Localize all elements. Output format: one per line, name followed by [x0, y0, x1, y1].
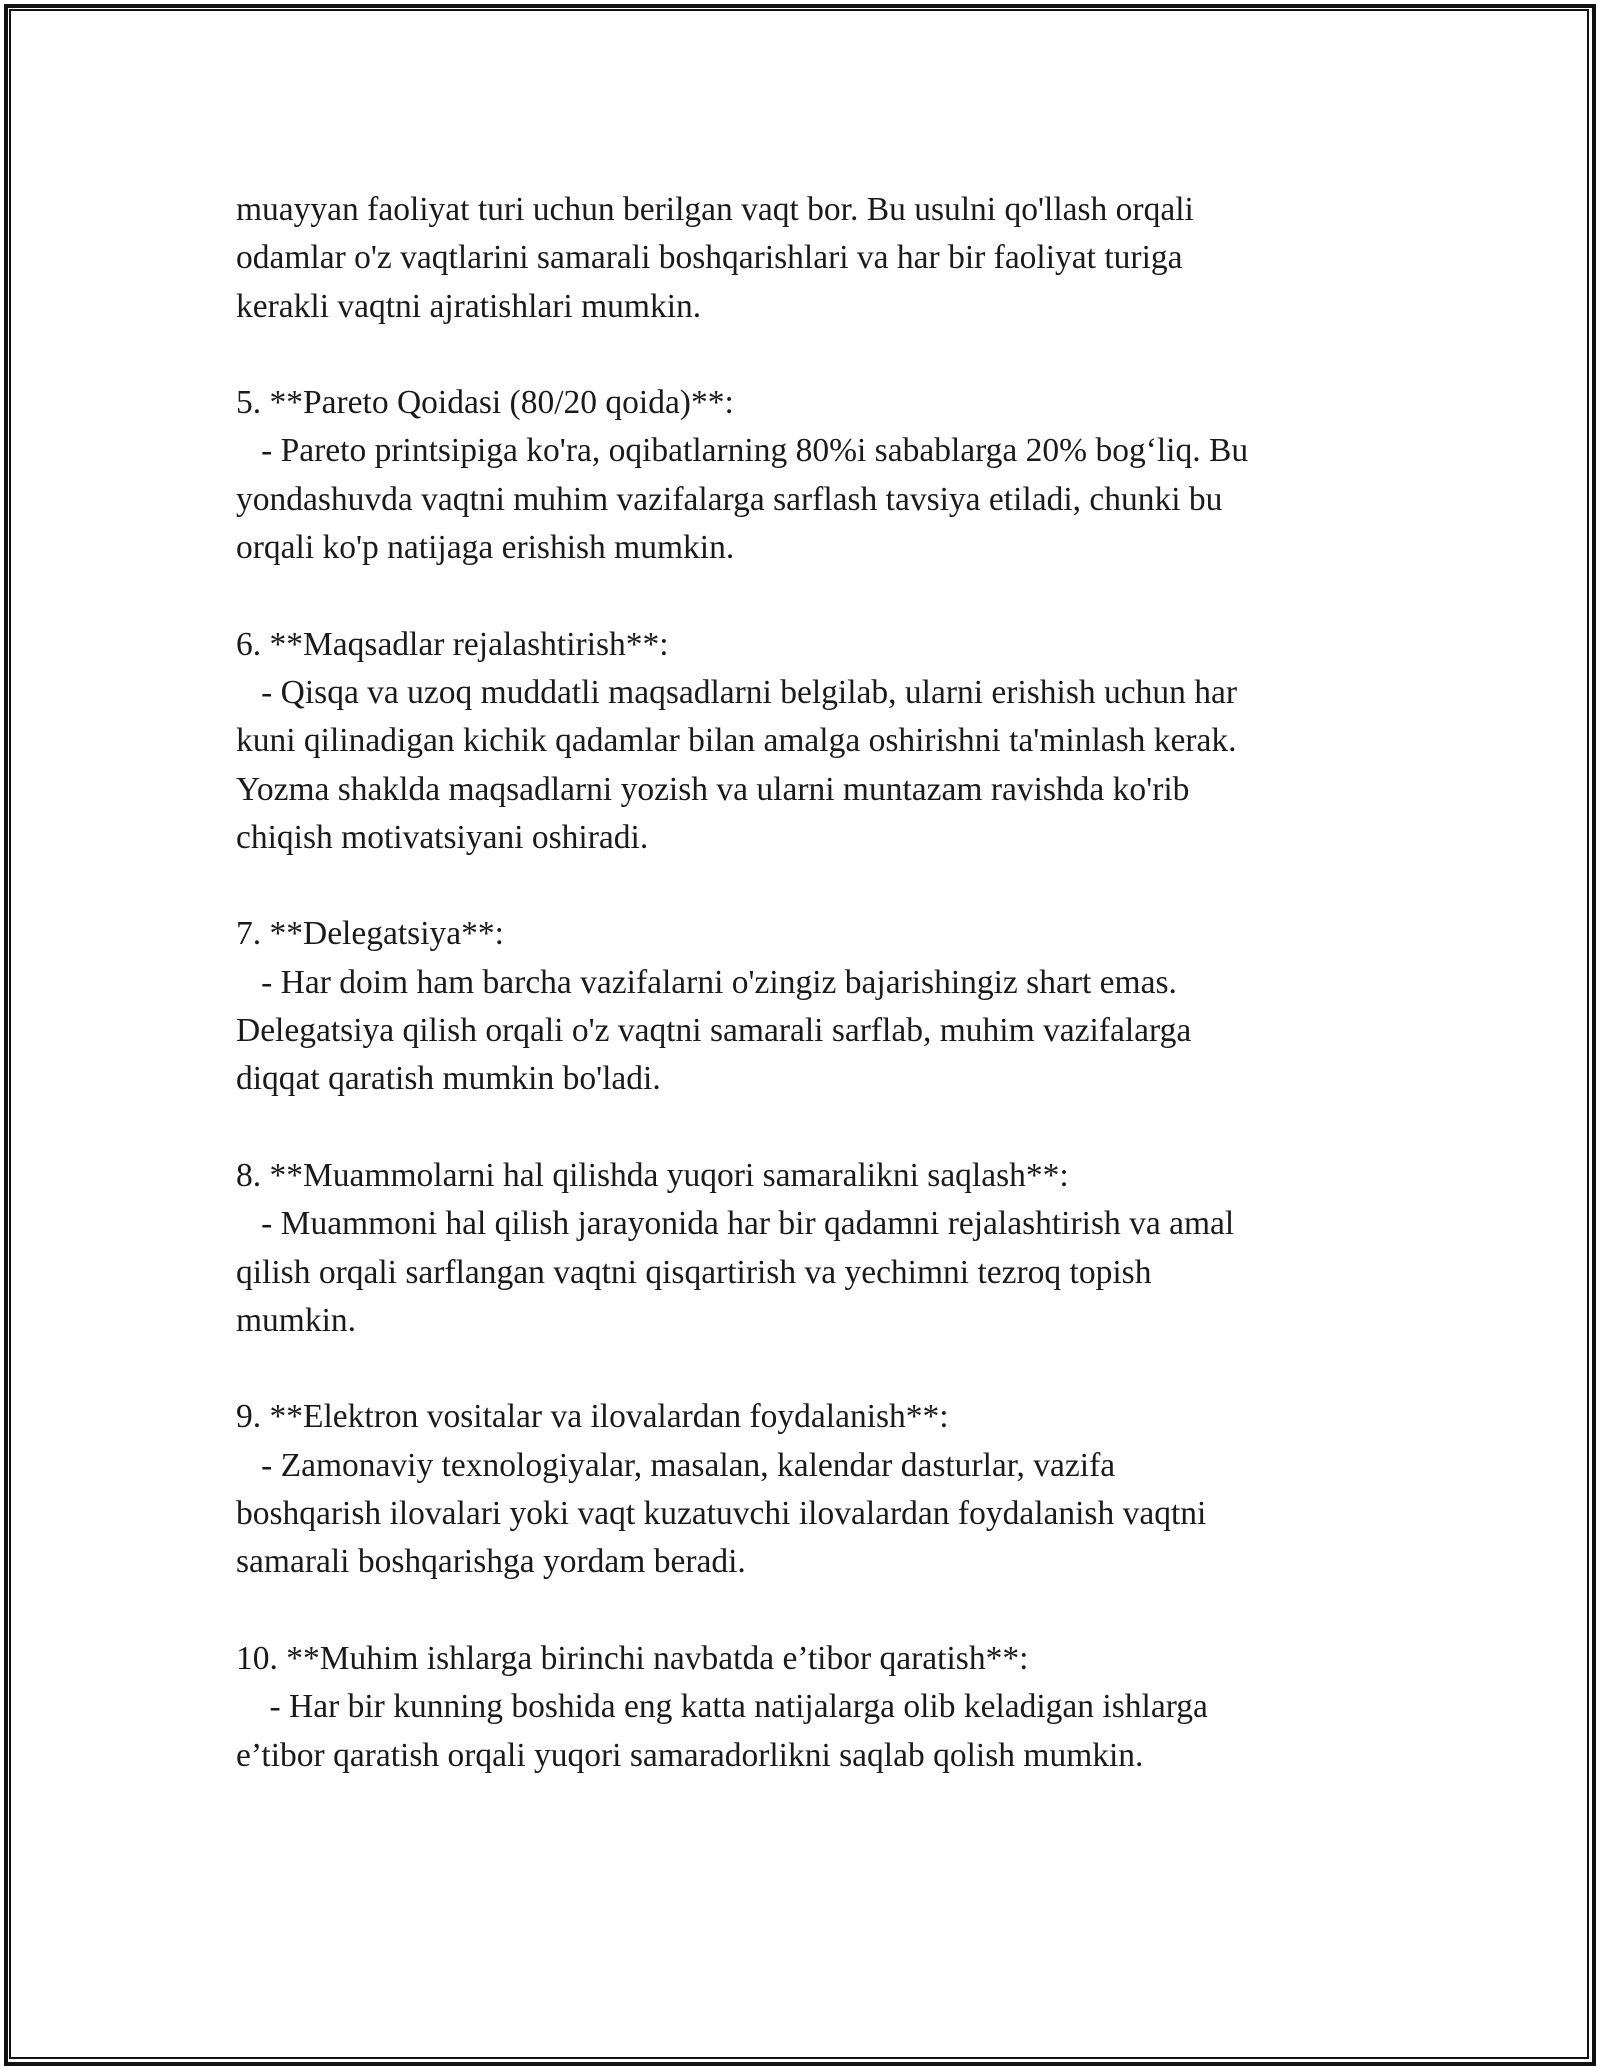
paragraph [236, 1152, 1366, 1345]
text-line: mumkin. [236, 1301, 357, 1339]
text-line: - Har bir kunning boshida eng katta natijalarga olib keladigan ishlarga [236, 1688, 1208, 1726]
text-line: Delegatsiya qilish orqali o'z vaqtni samarali sarflab, muhim vazifalarga [236, 1012, 1192, 1050]
text-line: - Pareto printsipiga ko'ra, oqibatlarning 80%i sabablarga 20% bog‘liq. Bu [236, 432, 1249, 470]
text-line: - Zamonaviy texnologiyalar, masalan, kalendar dasturlar, vazifa [236, 1446, 1116, 1484]
text-line: yondashuvda vaqtni muhim vazifalarga sarflash tavsiya etiladi, chunki bu [236, 480, 1223, 518]
text-line: 6. **Maqsadlar rejalashtirish**: [236, 625, 669, 663]
text-line: Yozma shaklda maqsadlarni yozish va ularni muntazam ravishda ko'rib [236, 770, 1190, 808]
document-page [236, 186, 1366, 1828]
paragraph [236, 186, 1366, 331]
paragraph [236, 1635, 1366, 1780]
text-line: 9. **Elektron vositalar va ilovalardan foydalanish**: [236, 1398, 949, 1436]
text-line: 7. **Delegatsiya**: [236, 915, 504, 953]
paragraph [236, 379, 1366, 572]
text-line: - Qisqa va uzoq muddatli maqsadlarni belgilab, ularni erishish uchun har [236, 673, 1238, 711]
text-line: - Har doim ham barcha vazifalarni o'zingiz bajarishingiz shart emas. [236, 963, 1177, 1001]
text-line: samarali boshqarishga yordam beradi. [236, 1543, 746, 1581]
paragraph [236, 1393, 1366, 1586]
text-line: 10. **Muhim ishlarga birinchi navbatda e’tibor qaratish**: [236, 1639, 1029, 1677]
text-line: boshqarish ilovalari yoki vaqt kuzatuvchi ilovalardan foydalanish vaqtni [236, 1495, 1207, 1533]
text-line: odamlar o'z vaqtlarini samarali boshqarishlari va har bir faoliyat turiga [236, 239, 1183, 277]
text-line: diqqat qaratish mumkin bo'ladi. [236, 1060, 661, 1098]
text-line: qilish orqali sarflangan vaqtni qisqartirish va yechimni tezroq topish [236, 1253, 1152, 1291]
text-line: orqali ko'p natijaga erishish mumkin. [236, 529, 735, 567]
text-line: - Muammoni hal qilish jarayonida har bir qadamni rejalashtirish va amal [236, 1205, 1235, 1243]
text-line: e’tibor qaratish orqali yuqori samaradorlikni saqlab qolish mumkin. [236, 1736, 1144, 1774]
text-line: chiqish motivatsiyani oshiradi. [236, 818, 649, 856]
text-line: kerakli vaqtni ajratishlari mumkin. [236, 287, 702, 325]
paragraph [236, 621, 1366, 862]
text-line: 8. **Muammolarni hal qilishda yuqori samaralikni saqlash**: [236, 1156, 1069, 1194]
text-line: muayyan faoliyat turi uchun berilgan vaqt bor. Bu usulni qo'llash orqali [236, 191, 1194, 228]
text-line: 5. **Pareto Qoidasi (80/20 qoida)**: [236, 384, 734, 422]
text-line: kuni qilinadigan kichik qadamlar bilan amalga oshirishni ta'minlash kerak. [236, 722, 1237, 760]
paragraph [236, 910, 1366, 1103]
